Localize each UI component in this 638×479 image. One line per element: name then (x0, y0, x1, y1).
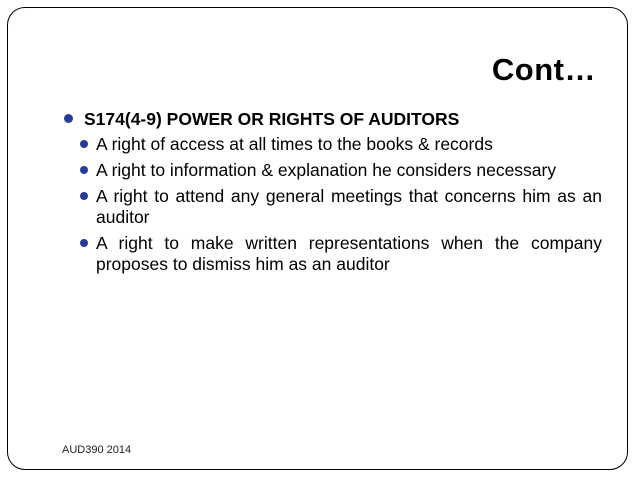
list-item-text: A right to make written representations when the company proposes to dismiss him as an auditor (96, 233, 602, 274)
rights-list (62, 134, 602, 275)
bullet-icon (80, 140, 88, 148)
slide-title: Cont… (491, 52, 596, 87)
slide-content (62, 108, 602, 280)
slide-footer: AUD390 2014 (62, 444, 132, 456)
list-item (80, 160, 602, 181)
section-heading-text: S174(4-9) POWER OR RIGHTS OF AUDITORS (84, 109, 460, 129)
list-item-text: A right to attend any general meetings that concerns him as an auditor (96, 186, 602, 227)
bullet-icon (80, 192, 88, 200)
list-item (80, 233, 602, 275)
bullet-icon (80, 239, 88, 247)
bullet-icon (64, 114, 73, 123)
list-item-text: A right to information & explanation he considers necessary (96, 160, 557, 180)
list-item-text: A right of access at all times to the books & records (96, 134, 493, 154)
list-item (80, 186, 602, 228)
bullet-icon (80, 166, 88, 174)
list-item (80, 134, 602, 155)
section-heading (62, 108, 602, 130)
